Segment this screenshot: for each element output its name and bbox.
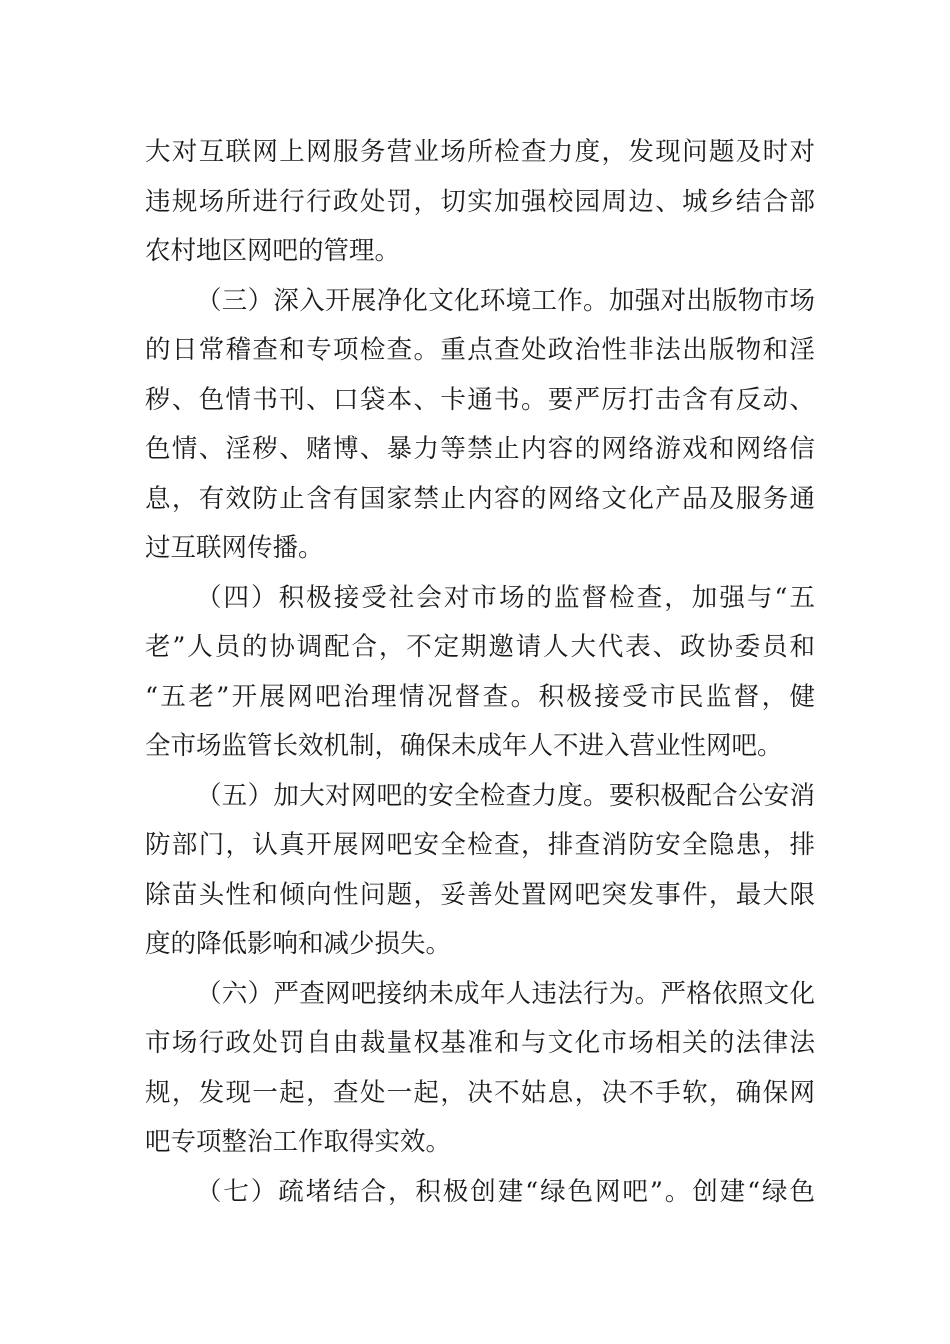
text-line: 除苗头性和倾向性问题，妥善处置网吧突发事件，最大限 xyxy=(145,879,815,910)
text-line: 全市场监管长效机制，确保未成年人不进入营业性网吧。 xyxy=(145,731,783,761)
text-line: 息，有效防止含有国家禁止内容的网络文化产品及服务通 xyxy=(145,483,815,514)
text-line: 老”人员的协调配合，不定期邀请人大代表、政协委员和 xyxy=(145,632,815,662)
text-line: 农村地区网吧的管理。 xyxy=(145,236,401,266)
text-line: （六）严查网吧接纳未成年人违法行为。严格依照文化 xyxy=(196,978,815,1009)
text-line: 秽、色情书刊、口袋本、卡通书。要严厉打击含有反动、 xyxy=(145,384,815,415)
text-line: 色情、淫秽、赌博、暴力等禁止内容的网络游戏和网络信 xyxy=(145,434,815,464)
text-line: 市场行政处罚自由裁量权基准和与文化市场相关的法律法 xyxy=(145,1028,815,1058)
text-line: 的日常稽查和专项检查。重点查处政治性非法出版物和淫 xyxy=(145,335,815,365)
text-line: （四）积极接受社会对市场的监督检查，加强与“五 xyxy=(196,582,815,613)
text-line: 违规场所进行行政处罚，切实加强校园周边、城乡结合部 xyxy=(145,186,815,217)
text-line: 过互联网传播。 xyxy=(145,533,324,563)
text-line: “五老”开展网吧治理情况督查。积极接受市民监督，健 xyxy=(145,681,815,712)
text-line: 规，发现一起，查处一起，决不姑息，决不手软，确保网 xyxy=(145,1077,815,1108)
text-line: （三）深入开展净化文化环境工作。加强对出版物市场 xyxy=(196,285,815,316)
text-line: 大对互联网上网服务营业场所检查力度，发现问题及时对 xyxy=(145,137,815,167)
document-body xyxy=(145,128,815,1217)
text-line: 度的降低影响和减少损失。 xyxy=(145,929,452,959)
text-line: （五）加大对网吧的安全检查力度。要积极配合公安消 xyxy=(196,780,815,811)
text-line: （七）疏堵结合，积极创建“绿色网吧”。创建“绿色 xyxy=(196,1176,815,1207)
text-line: 吧专项整治工作取得实效。 xyxy=(145,1127,452,1157)
text-line: 防部门，认真开展网吧安全检查，排查消防安全隐患，排 xyxy=(145,830,815,860)
